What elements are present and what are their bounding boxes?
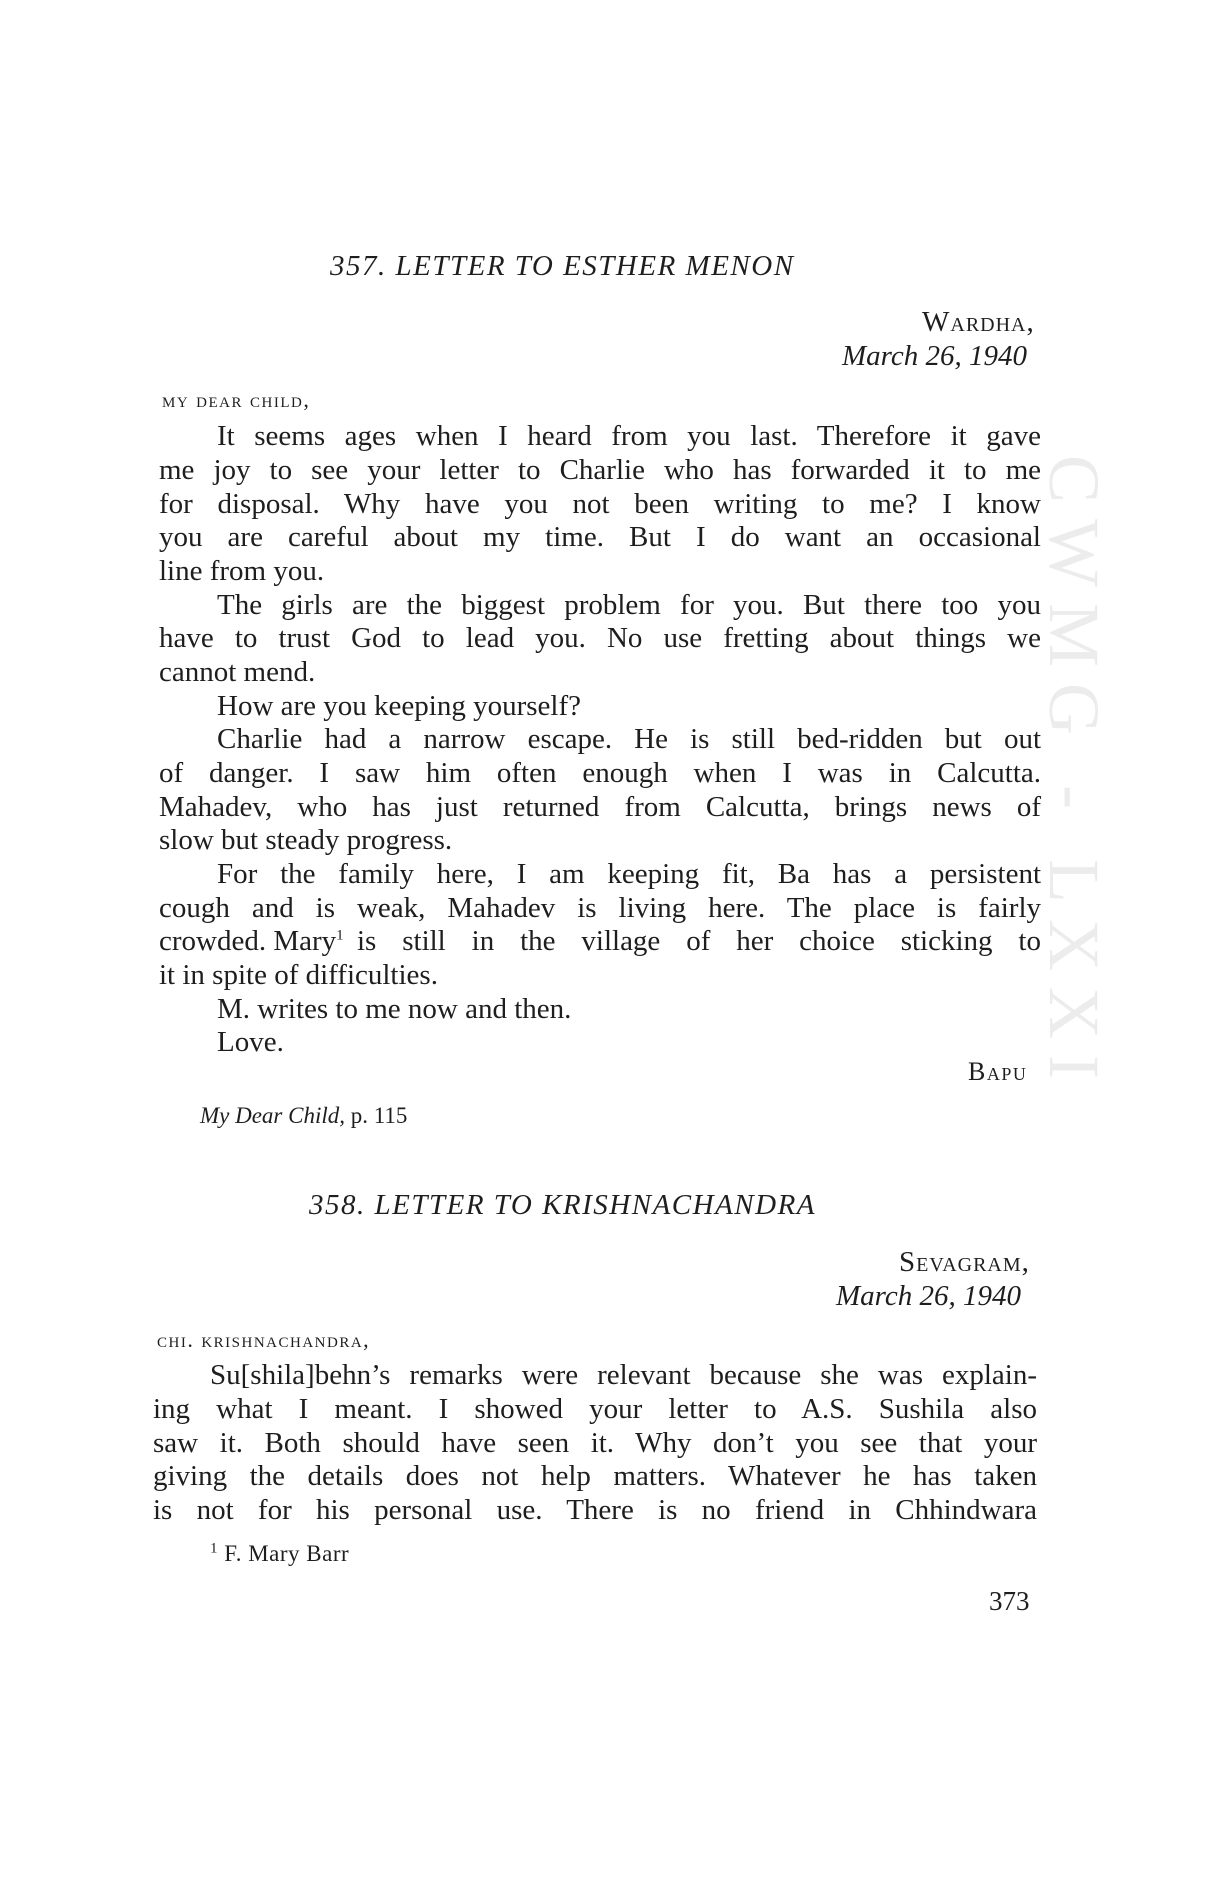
body-line: cough and is weak, Mahadev is living here. The place is fairly <box>159 892 1041 924</box>
footnote-text: F. Mary Barr <box>224 1541 350 1566</box>
footnote-number: 1 <box>210 1540 218 1557</box>
body-line: The girls are the biggest problem for you. But there too you <box>217 589 1041 621</box>
page-number: 373 <box>989 1586 1030 1616</box>
body-line: you are careful about my time. But I do want an occasional <box>159 521 1041 553</box>
letter-357-heading: 357. LETTER TO ESTHER MENON <box>330 250 795 282</box>
body-line: is not for his personal use. There is no friend in Chhindwara <box>153 1494 1037 1526</box>
body-line: line from you. <box>159 555 325 587</box>
letter-357-place: Wardha, <box>922 306 1035 338</box>
body-line: Mahadev, who has just returned from Calcutta, brings news of <box>159 791 1041 823</box>
body-line: M. writes to me now and then. <box>217 993 572 1025</box>
body-line: it in spite of difficulties. <box>159 959 438 991</box>
letter-357-date: March 26, 1940 <box>842 340 1027 372</box>
letter-358-salutation: chi. krishnachandra, <box>157 1327 371 1352</box>
body-line: For the family here, I am keeping fit, Ba has a persistent <box>217 858 1041 890</box>
body-line: Su[shila]behn’s remarks were relevant because she was explain- <box>210 1359 1037 1391</box>
letter-358-date: March 26, 1940 <box>836 1280 1021 1312</box>
body-line: slow but steady progress. <box>159 824 453 856</box>
letter-357-signature: Bapu <box>968 1057 1028 1086</box>
body-line: Charlie had a narrow escape. He is still bed-ridden but out <box>217 723 1041 755</box>
body-line: saw it. Both should have seen it. Why don’t you see that your <box>153 1427 1037 1459</box>
body-line: of danger. I saw him often enough when I was in Calcutta. <box>159 757 1041 789</box>
body-line <box>159 924 349 958</box>
body-line: How are you keeping yourself? <box>217 690 581 722</box>
letter-358-heading: 358. LETTER TO KRISHNACHANDRA <box>309 1189 817 1221</box>
source-title: My Dear Child, <box>200 1103 346 1128</box>
body-line: is still in the village of her choice sticking to <box>357 925 1041 957</box>
letter-358-place: Sevagram, <box>899 1246 1030 1278</box>
body-line: cannot mend. <box>159 656 316 688</box>
body-line: ing what I meant. I showed your letter to A.S. Sushila also <box>153 1393 1037 1425</box>
body-line: for disposal. Why have you not been writing to me? I know <box>159 488 1041 520</box>
letter-357-source <box>200 1103 407 1129</box>
footnote <box>210 1541 349 1567</box>
watermark: CWMG - LXXI <box>1034 455 1114 1095</box>
letter-357-salutation: my dear child, <box>162 387 311 412</box>
body-line: Love. <box>217 1026 284 1058</box>
footnote-marker: 1 <box>336 927 344 944</box>
body-line: It seems ages when I heard from you last. Therefore it gave <box>217 420 1041 452</box>
body-line: giving the details does not help matters. Whatever he has taken <box>153 1460 1037 1492</box>
body-line: me joy to see your letter to Charlie who has forwarded it to me <box>159 454 1041 486</box>
source-page: p. 115 <box>350 1103 408 1128</box>
body-line-part: crowded. Mary <box>159 925 337 957</box>
body-line: have to trust God to lead you. No use fretting about things we <box>159 622 1041 654</box>
